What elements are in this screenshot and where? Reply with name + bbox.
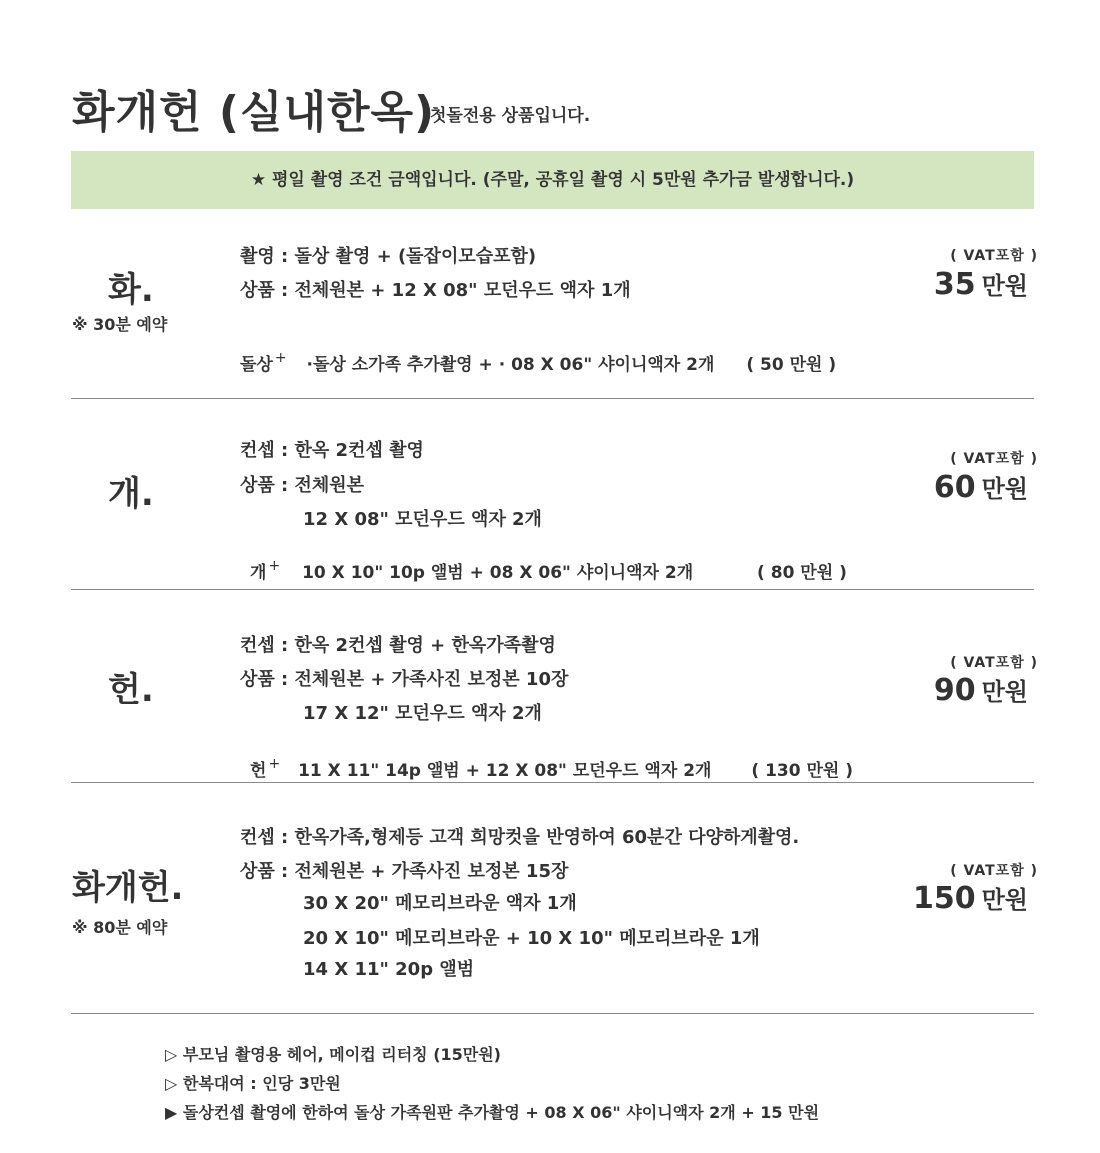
page-title: 화개헌 (실내한옥)	[72, 87, 436, 138]
price-unit: 만원	[981, 678, 1028, 706]
addon-label: 헌	[250, 761, 267, 781]
vat-label: ( VAT포함 )	[950, 248, 1038, 264]
footer-item: ▶ 돌상컨셉 촬영에 한하여 돌상 가족원판 추가촬영 + 08 X 06" 샤이니액자 2개 + 15 만원	[165, 1103, 820, 1122]
footer-item: ▷ 부모님 촬영용 헤어, 메이컵 리터칭 (15만원)	[165, 1045, 501, 1064]
addon-price: ( 130 만원 )	[751, 761, 853, 781]
addon-plus-icon: +	[268, 756, 281, 772]
package-price	[860, 880, 1028, 916]
addon-price: ( 50 만원 )	[746, 355, 837, 375]
package-reservation-note: ※ 30분 예약	[72, 315, 168, 334]
addon-label: 개	[250, 563, 267, 583]
package-line: 촬영 : 돌상 촬영 + (돌잡이모습포함)	[240, 246, 537, 267]
vat-label: ( VAT포함 )	[950, 451, 1038, 467]
notice-banner	[71, 151, 1034, 209]
addon-text: ·돌상 소가족 추가촬영 + · 08 X 06" 샤이니액자 2개	[306, 355, 715, 375]
addon-plus-icon: +	[274, 350, 287, 366]
package-line: 상품 : 전체원본 + 12 X 08" 모던우드 액자 1개	[240, 280, 631, 301]
package-price	[860, 672, 1028, 708]
package-name: 헌.	[108, 670, 154, 710]
section-divider	[71, 398, 1034, 399]
notice-banner-text: ★ 평일 촬영 조건 금액입니다. (주말, 공휴일 촬영 시 5만원 추가금 발생합니다.)	[250, 170, 855, 190]
package-line: 상품 : 전체원본 + 가족사진 보정본 15장	[240, 861, 569, 882]
package-addon	[250, 756, 853, 781]
vat-label: ( VAT포함 )	[950, 863, 1038, 879]
price-unit: 만원	[981, 886, 1028, 914]
addon-text: 10 X 10" 10p 앨범 + 08 X 06" 샤이니액자 2개	[302, 563, 694, 583]
package-line: 17 X 12" 모던우드 액자 2개	[303, 703, 542, 724]
package-line: 20 X 10" 메모리브라운 + 10 X 10" 메모리브라운 1개	[303, 928, 760, 949]
addon-price: ( 80 만원 )	[757, 563, 847, 583]
price-value: 90	[933, 673, 976, 708]
package-line: 12 X 08" 모던우드 액자 2개	[303, 509, 542, 530]
section-divider	[71, 589, 1034, 590]
addon-text: 11 X 11" 14p 앨범 + 12 X 08" 모던우드 액자 2개	[298, 761, 712, 781]
package-price	[860, 469, 1028, 505]
page-subtitle: 첫돌전용 상품입니다.	[430, 106, 591, 126]
package-line: 컨셉 : 한옥 2컨셉 촬영 + 한옥가족촬영	[240, 635, 556, 656]
addon-label: 돌상	[240, 355, 273, 375]
footer-item: ▷ 한복대여 : 인당 3만원	[165, 1074, 341, 1093]
package-name: 화.	[108, 270, 154, 310]
package-reservation-note: ※ 80분 예약	[72, 918, 168, 937]
section-divider	[71, 782, 1034, 783]
price-value: 60	[933, 470, 976, 505]
price-unit: 만원	[981, 272, 1028, 300]
section-divider	[71, 1013, 1034, 1014]
package-addon	[240, 350, 836, 375]
package-line: 컨셉 : 한옥 2컨셉 촬영	[240, 440, 424, 461]
package-line: 상품 : 전체원본	[240, 475, 365, 496]
package-line: 14 X 11" 20p 앨범	[303, 959, 475, 980]
package-price	[860, 266, 1028, 302]
price-value: 35	[933, 267, 976, 302]
addon-plus-icon: +	[268, 558, 281, 574]
vat-label: ( VAT포함 )	[950, 655, 1038, 671]
package-line: 상품 : 전체원본 + 가족사진 보정본 10장	[240, 669, 569, 690]
package-line: 컨셉 : 한옥가족,형제등 고객 희망컷을 반영하여 60분간 다양하게촬영.	[240, 827, 800, 848]
package-line: 30 X 20" 메모리브라운 액자 1개	[303, 893, 577, 914]
price-unit: 만원	[981, 475, 1028, 503]
package-addon	[250, 558, 847, 583]
package-name: 화개헌.	[72, 868, 184, 908]
package-name: 개.	[108, 474, 154, 514]
price-value: 150	[913, 881, 976, 916]
